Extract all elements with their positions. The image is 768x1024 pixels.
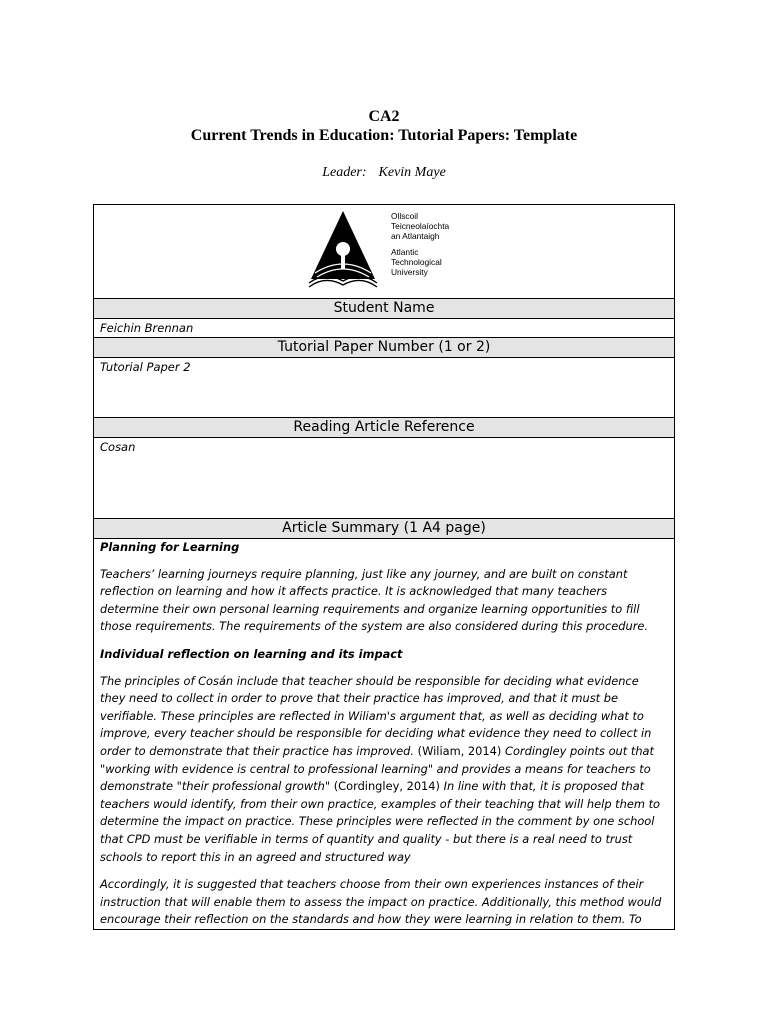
leader-label: Leader: xyxy=(322,165,367,180)
article-summary-body xyxy=(100,539,666,930)
citation-cordingley: (Cordingley, 2014) xyxy=(333,779,440,794)
document-code: CA2 xyxy=(368,108,400,125)
logo-cell xyxy=(94,205,674,298)
summary-heading-planning: Planning for Learning xyxy=(100,540,240,554)
leader-name: Kevin Maye xyxy=(378,165,446,180)
summary-heading-reflection: Individual reflection on learning and its impact xyxy=(100,646,403,661)
reading-reference-header: Reading Article Reference xyxy=(94,417,674,438)
article-summary-header: Article Summary (1 A4 page) xyxy=(94,518,674,539)
logo-wordmark: Ollscoil Teicneolaíochta an Atlantaigh Atlantic Technological University xyxy=(391,211,450,278)
summary-paragraph-2: The principles of Cosán include that teacher should be responsible for deciding what evidence they need to collect in order to prove that their practice has improved, and that it must be verifiable. These principles are reflected in Wiliam's argument that, as well as deciding what to improve, every teacher should be responsible for deciding what evidence they need to collect in order to demonstrate that their practice has improved. (Wiliam, 2014) Cordingley points out that "working with evidence is central to professional learning" and provides a means for teachers to demonstrate "their professional growth" (Cordingley, 2014) In line with that, it is proposed that teachers would identify, from their own practice, examples of their teaching that will help them to determine the impact on practice. These principles were reflected in the comment by one school that CPD must be verifiable in terms of quantity and quality - but there is a real need to trust schools to report this in an agreed and structured way xyxy=(100,673,661,864)
university-logo xyxy=(305,205,461,291)
paper-number-value: Tutorial Paper 2 xyxy=(100,360,191,374)
summary-paragraph-1: Teachers’ learning journeys require planning, just like any journey, and are built on constant reflection on learning and how it affects practice. It is acknowledged that many teachers determine their own personal learning requirements and organize learning opportunities to fill those requirements. The requirements of the system are also considered during this procedure. xyxy=(100,566,649,634)
summary-paragraph-3: Accordingly, it is suggested that teachers choose from their own experiences instances of their instruction that will enable them to assess the impact on practice. Additionally, this method would encourage their reflection on the standards and how they were learning in relation to them. To xyxy=(100,877,662,927)
atu-emblem-icon xyxy=(305,205,385,291)
paper-number-header: Tutorial Paper Number (1 or 2) xyxy=(94,337,674,358)
citation-wiliam: (Wiliam, 2014) xyxy=(417,743,502,758)
template-table xyxy=(93,204,675,930)
reading-reference-value: Cosan xyxy=(100,440,136,454)
leader-line xyxy=(0,165,768,181)
student-name-value: Feichin Brennan xyxy=(100,321,194,335)
student-name-header: Student Name xyxy=(94,298,674,319)
document-title: Current Trends in Education: Tutorial Papers: Template xyxy=(190,127,578,144)
